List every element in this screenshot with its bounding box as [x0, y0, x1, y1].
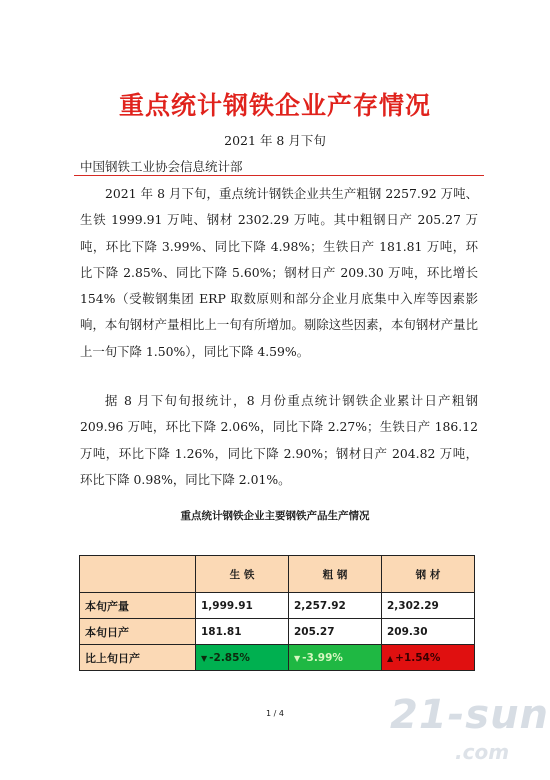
row-label-daily: 本旬日产 — [80, 619, 196, 645]
cell-value: 205.27 — [289, 619, 382, 645]
header-rule — [74, 175, 484, 176]
paragraph-monthly: 据 8 月下旬旬报统计，8 月份重点统计钢铁企业累计日产粗钢 209.96 万吨，环比下降 2.06%，同比下降 2.27%；生铁日产 186.12 万吨，环比下降 1.26%，同比下降 2.90%；钢材日产 204.82 万吨，环比下降 0.98%，同比下降 2.01%。 — [80, 393, 478, 487]
page-title: 重点统计钢铁企业产存情况 — [118, 91, 431, 120]
cell-value: 2,302.29 — [382, 593, 475, 619]
change-cell-steel-products — [382, 645, 475, 671]
watermark-domain: .com — [455, 740, 510, 764]
cell-value: 2,257.92 — [289, 593, 382, 619]
paragraph-summary: 2021 年 8 月下旬，重点统计钢铁企业共生产粗钢 2257.92 万吨、生铁 1999.91 万吨、钢材 2302.29 万吨。其中粗钢日产 205.27 万吨，环比下降 3.99%、同比下降 4.98%；生铁日产 181.81 万吨，环比下降 2.85%、同比下降 5.60%；钢材日产 209.30 万吨，环比增长 154%（受鞍钢集团 ERP 取数原则和部分企业月底集中入库等因素影响，本旬钢材产量相比上一旬有所增加。剔除这些因素，本旬钢材产量比上一旬下降 1.50%），同比下降 4.59%。 — [80, 186, 478, 359]
change-value: -2.85% — [209, 651, 250, 664]
table-header-steel-products: 钢 材 — [382, 556, 475, 593]
table-header-crude-steel: 粗 钢 — [289, 556, 382, 593]
table-title: 重点统计钢铁企业主要钢铁产品生产情况 — [180, 510, 370, 522]
change-cell-crude-steel — [289, 645, 382, 671]
cell-value: 1,999.91 — [196, 593, 289, 619]
table-header-corner — [80, 556, 196, 593]
watermark-logo: 21-sun — [390, 692, 550, 738]
row-label-output: 本旬产量 — [80, 593, 196, 619]
row-label-change: 比上旬日产 — [80, 645, 196, 671]
up-triangle-icon: ▲ — [387, 653, 394, 663]
down-triangle-icon: ▼ — [294, 653, 301, 663]
report-date: 2021 年 8 月下旬 — [224, 133, 326, 148]
change-value: +1.54% — [395, 651, 441, 664]
down-triangle-icon: ▼ — [201, 653, 208, 663]
cell-value: 181.81 — [196, 619, 289, 645]
table-header-row — [80, 556, 475, 593]
change-cell-pig-iron — [196, 645, 289, 671]
organization-name: 中国钢铁工业协会信息统计部 — [80, 159, 243, 174]
production-table — [79, 555, 475, 671]
change-value: -3.99% — [302, 651, 343, 664]
table-row — [80, 619, 475, 645]
table-row — [80, 645, 475, 671]
page-number: 1 / 4 — [266, 709, 284, 718]
table-row — [80, 593, 475, 619]
cell-value: 209.30 — [382, 619, 475, 645]
table-header-pig-iron: 生 铁 — [196, 556, 289, 593]
